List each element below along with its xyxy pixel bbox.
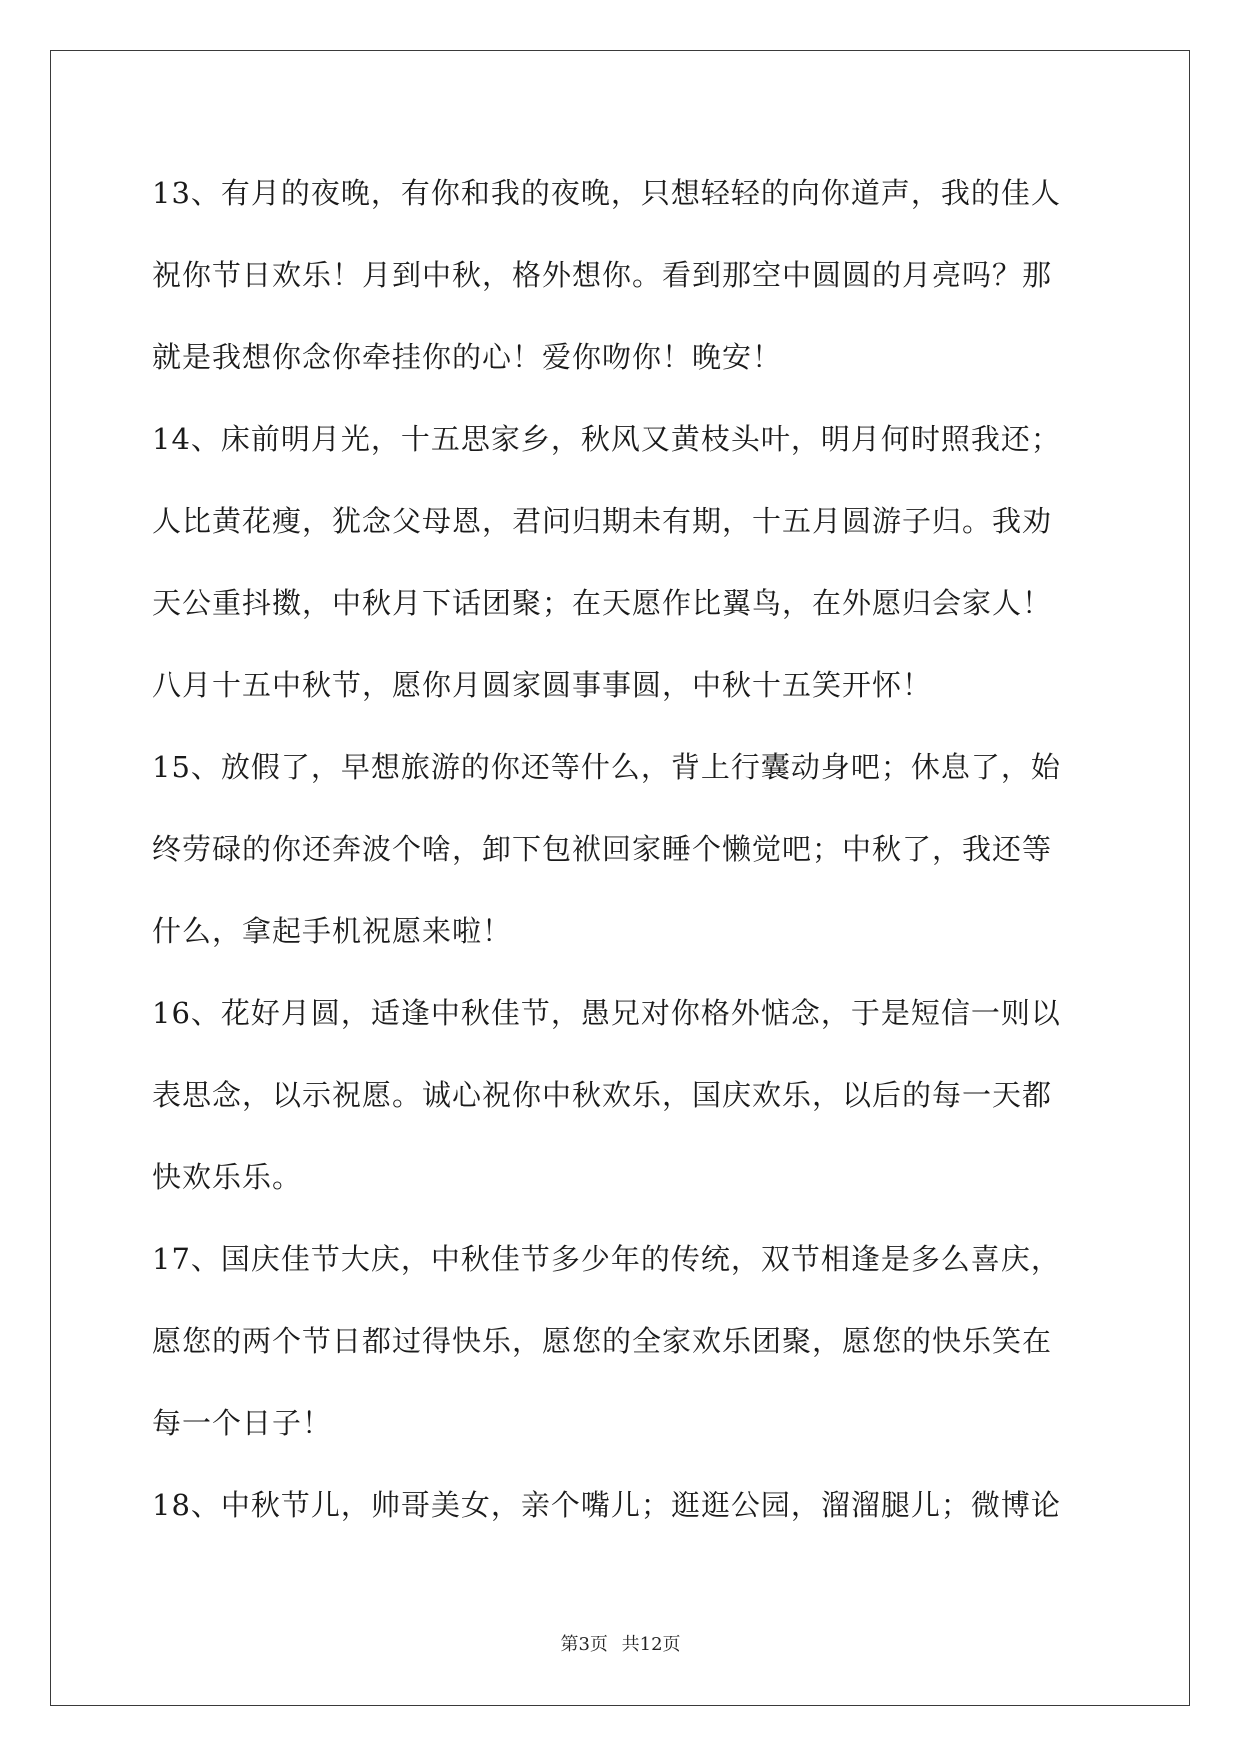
text-line: 13、有月的夜晚，有你和我的夜晚，只想轻轻的向你道声，我的佳人 (152, 176, 1061, 210)
text-line: 表思念，以示祝愿。诚心祝你中秋欢乐，国庆欢乐，以后的每一天都 (152, 1078, 1053, 1112)
text-line: 愿您的两个节日都过得快乐，愿您的全家欢乐团聚，愿您的快乐笑在 (152, 1324, 1053, 1358)
text-line: 八月十五中秋节，愿你月圆家圆事事圆，中秋十五笑开怀！ (152, 668, 933, 702)
page-number: 第3页 (560, 1634, 608, 1655)
text-line: 15、放假了，早想旅游的你还等什么，背上行囊动身吧；休息了，始 (152, 750, 1061, 784)
text-line: 人比黄花瘦，犹念父母恩，君问归期未有期，十五月圆游子归。我劝 (152, 504, 1053, 538)
text-line: 17、国庆佳节大庆，中秋佳节多少年的传统，双节相逢是多么喜庆， (152, 1242, 1061, 1276)
text-line: 就是我想你念你牵挂你的心！爱你吻你！晚安！ (152, 340, 783, 374)
text-line: 18、中秋节儿，帅哥美女，亲个嘴儿；逛逛公园，溜溜腿儿；微博论 (152, 1488, 1061, 1522)
document-body (152, 152, 1092, 1546)
text-line: 终劳碌的你还奔波个啥，卸下包袱回家睡个懒觉吧；中秋了，我还等 (152, 832, 1053, 866)
text-line: 快欢乐乐。 (152, 1160, 303, 1194)
text-line: 14、床前明月光，十五思家乡，秋风又黄枝头叶，明月何时照我还； (152, 422, 1061, 456)
text-line: 祝你节日欢乐！月到中秋，格外想你。看到那空中圆圆的月亮吗？那 (152, 258, 1053, 292)
text-line: 16、花好月圆，适逢中秋佳节，愚兄对你格外惦念，于是短信一则以 (152, 996, 1061, 1030)
text-line: 每一个日子！ (152, 1406, 333, 1440)
text-line: 天公重抖擞，中秋月下话团聚；在天愿作比翼鸟，在外愿归会家人！ (152, 586, 1053, 620)
page-footer (0, 1630, 1241, 1656)
text-line: 什么，拿起手机祝愿来啦！ (152, 914, 513, 948)
page-total: 共12页 (621, 1634, 681, 1655)
